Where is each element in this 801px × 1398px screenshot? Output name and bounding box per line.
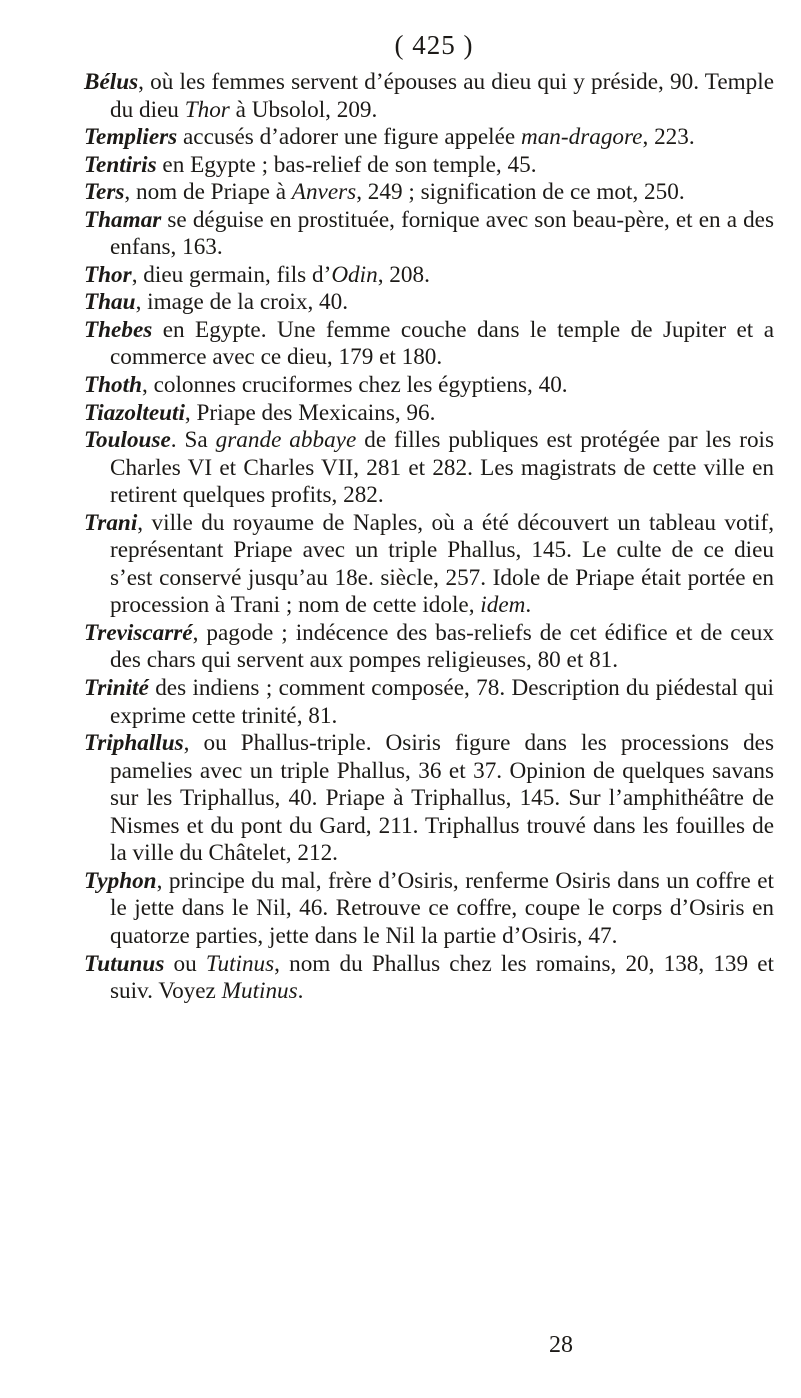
entry-text: , 223. bbox=[642, 124, 695, 151]
entry-text: , nom du Phallus chez les romains, 20, 138, 139 et suiv. Voyez bbox=[110, 950, 775, 1005]
index-entry bbox=[84, 510, 774, 620]
entry-text: accusés d’adorer une figure appelée bbox=[177, 124, 521, 151]
signature-mark: 28 bbox=[549, 1332, 573, 1358]
entry-text: , ou Phallus-triple. Osiris figure dans les processions des pamelies avec un triple Phallus, 36 et 37. Opinion de quelques savans sur les Triphallus, 40. Priape à Triphallus, 145. Sur l’amphithéâtre de Nismes et du pont du Gard, 211. Triphallus trouvé dans les fouilles de la ville du Châtelet, 212. bbox=[110, 730, 774, 867]
entry-italic: Anvers bbox=[291, 179, 357, 206]
index-entry bbox=[84, 951, 774, 1006]
index-entry bbox=[84, 372, 774, 400]
index-entry bbox=[84, 427, 774, 510]
index-entry bbox=[84, 207, 774, 262]
entry-italic: idem bbox=[480, 592, 526, 619]
index-entry bbox=[84, 868, 774, 951]
entry-text: se déguise en prostituée, fornique avec son beau-père, et en a des enfans, 163. bbox=[110, 206, 774, 261]
entry-text: ou bbox=[164, 950, 206, 977]
entry-italic: Thor bbox=[184, 96, 230, 123]
entry-headword: Thor bbox=[84, 261, 132, 288]
entry-text: . bbox=[297, 978, 304, 1005]
entry-text: , nom de Priape à bbox=[124, 179, 292, 206]
entry-text: , pagode ; indécence des bas-reliefs de cet édifice et de ceux des chars qui servent aux pompes religieuses, 80 et 81. bbox=[110, 619, 774, 674]
page-number: ( 425 ) bbox=[394, 30, 474, 60]
entry-headword: Treviscarré bbox=[84, 619, 193, 646]
entry-text: des indiens ; comment composée, 78. Description du piédestal qui exprime cette trinité, 81. bbox=[110, 675, 774, 729]
entry-text: . bbox=[525, 592, 532, 619]
entry-text: , Priape des Mexicains, 96. bbox=[184, 399, 436, 426]
entry-text: , colonnes cruciformes chez les égyptiens, 40. bbox=[142, 372, 568, 399]
entry-text: , ville du royaume de Naples, où a été découvert un tableau votif, représentant Priape avec un triple Phallus, 145. Le culte de ce dieu s’est conservé jusqu’au 18e. siècle, 257. Idole de Priape était portée en procession à Trani ; nom de cette idole, bbox=[110, 509, 774, 619]
entry-headword: Triphallus bbox=[84, 730, 184, 757]
entry-text: , image de la croix, 40. bbox=[135, 289, 349, 316]
entry-headword: Thamar bbox=[84, 206, 162, 233]
entry-headword: Tentiris bbox=[84, 151, 157, 178]
entry-italic: man-dragore bbox=[520, 124, 643, 151]
index-entry bbox=[84, 179, 774, 207]
entry-headword: Thau bbox=[84, 289, 136, 316]
index-entry bbox=[84, 152, 774, 180]
entry-text: , 249 ; signification de ce mot, 250. bbox=[356, 179, 685, 206]
entry-headword: Tiazolteuti bbox=[84, 399, 185, 426]
index-entry bbox=[84, 124, 774, 152]
entry-headword: Templiers bbox=[84, 124, 178, 151]
index-entry bbox=[84, 262, 774, 290]
entry-headword: Tutunus bbox=[84, 950, 165, 977]
entry-headword: Bélus bbox=[84, 69, 139, 95]
entry-text: . Sa bbox=[170, 427, 216, 454]
entry-text: de filles publiques est protégée par les rois Charles VI et Charles VII, 281 et 282. Les magistrats de cette ville en retirent quelques profits, 282. bbox=[110, 427, 775, 509]
entry-headword: Trinité bbox=[84, 675, 149, 702]
entry-headword: Thebes bbox=[84, 316, 153, 343]
document-page bbox=[84, 30, 774, 1370]
entry-text: en Egypte. Une femme couche dans le temple de Jupiter et a commerce avec ce dieu, 179 et 180. bbox=[110, 316, 774, 371]
index-entry bbox=[84, 730, 774, 868]
index-entry bbox=[84, 675, 774, 730]
entry-italic: grande abbaye bbox=[215, 427, 357, 454]
entry-italic: Mutinus bbox=[221, 978, 298, 1005]
entry-italic: Odin bbox=[331, 261, 378, 288]
entry-text: , où les femmes servent d’épouses au dieu qui y préside, 90. Temple du dieu bbox=[110, 69, 774, 123]
entry-text: , principe du mal, frère d’Osiris, renferme Osiris dans un coffre et le jette dans le Nil, 46. Retrouve ce coffre, coupe le corps d’Osiris en quatorze parties, jette dans le Nil la partie d’Osiris, 47. bbox=[110, 867, 774, 949]
index-entry bbox=[84, 69, 774, 124]
entry-headword: Trani bbox=[84, 509, 138, 536]
entry-headword: Ters bbox=[84, 179, 125, 206]
entry-text: , 208. bbox=[377, 261, 430, 288]
index-entries bbox=[84, 69, 774, 1006]
index-entry bbox=[84, 317, 774, 372]
entry-headword: Thoth bbox=[84, 372, 142, 399]
entry-text: , dieu germain, fils d’ bbox=[131, 261, 332, 288]
entry-headword: Typhon bbox=[84, 867, 157, 894]
entry-headword: Toulouse bbox=[84, 427, 171, 454]
entry-text: à Ubsolol, 209. bbox=[229, 96, 378, 123]
entry-text: en Egypte ; bas-relief de son temple, 45. bbox=[156, 151, 537, 178]
entry-italic: Tutinus bbox=[205, 950, 275, 977]
index-entry bbox=[84, 620, 774, 675]
index-entry bbox=[84, 400, 774, 428]
index-entry bbox=[84, 289, 774, 317]
